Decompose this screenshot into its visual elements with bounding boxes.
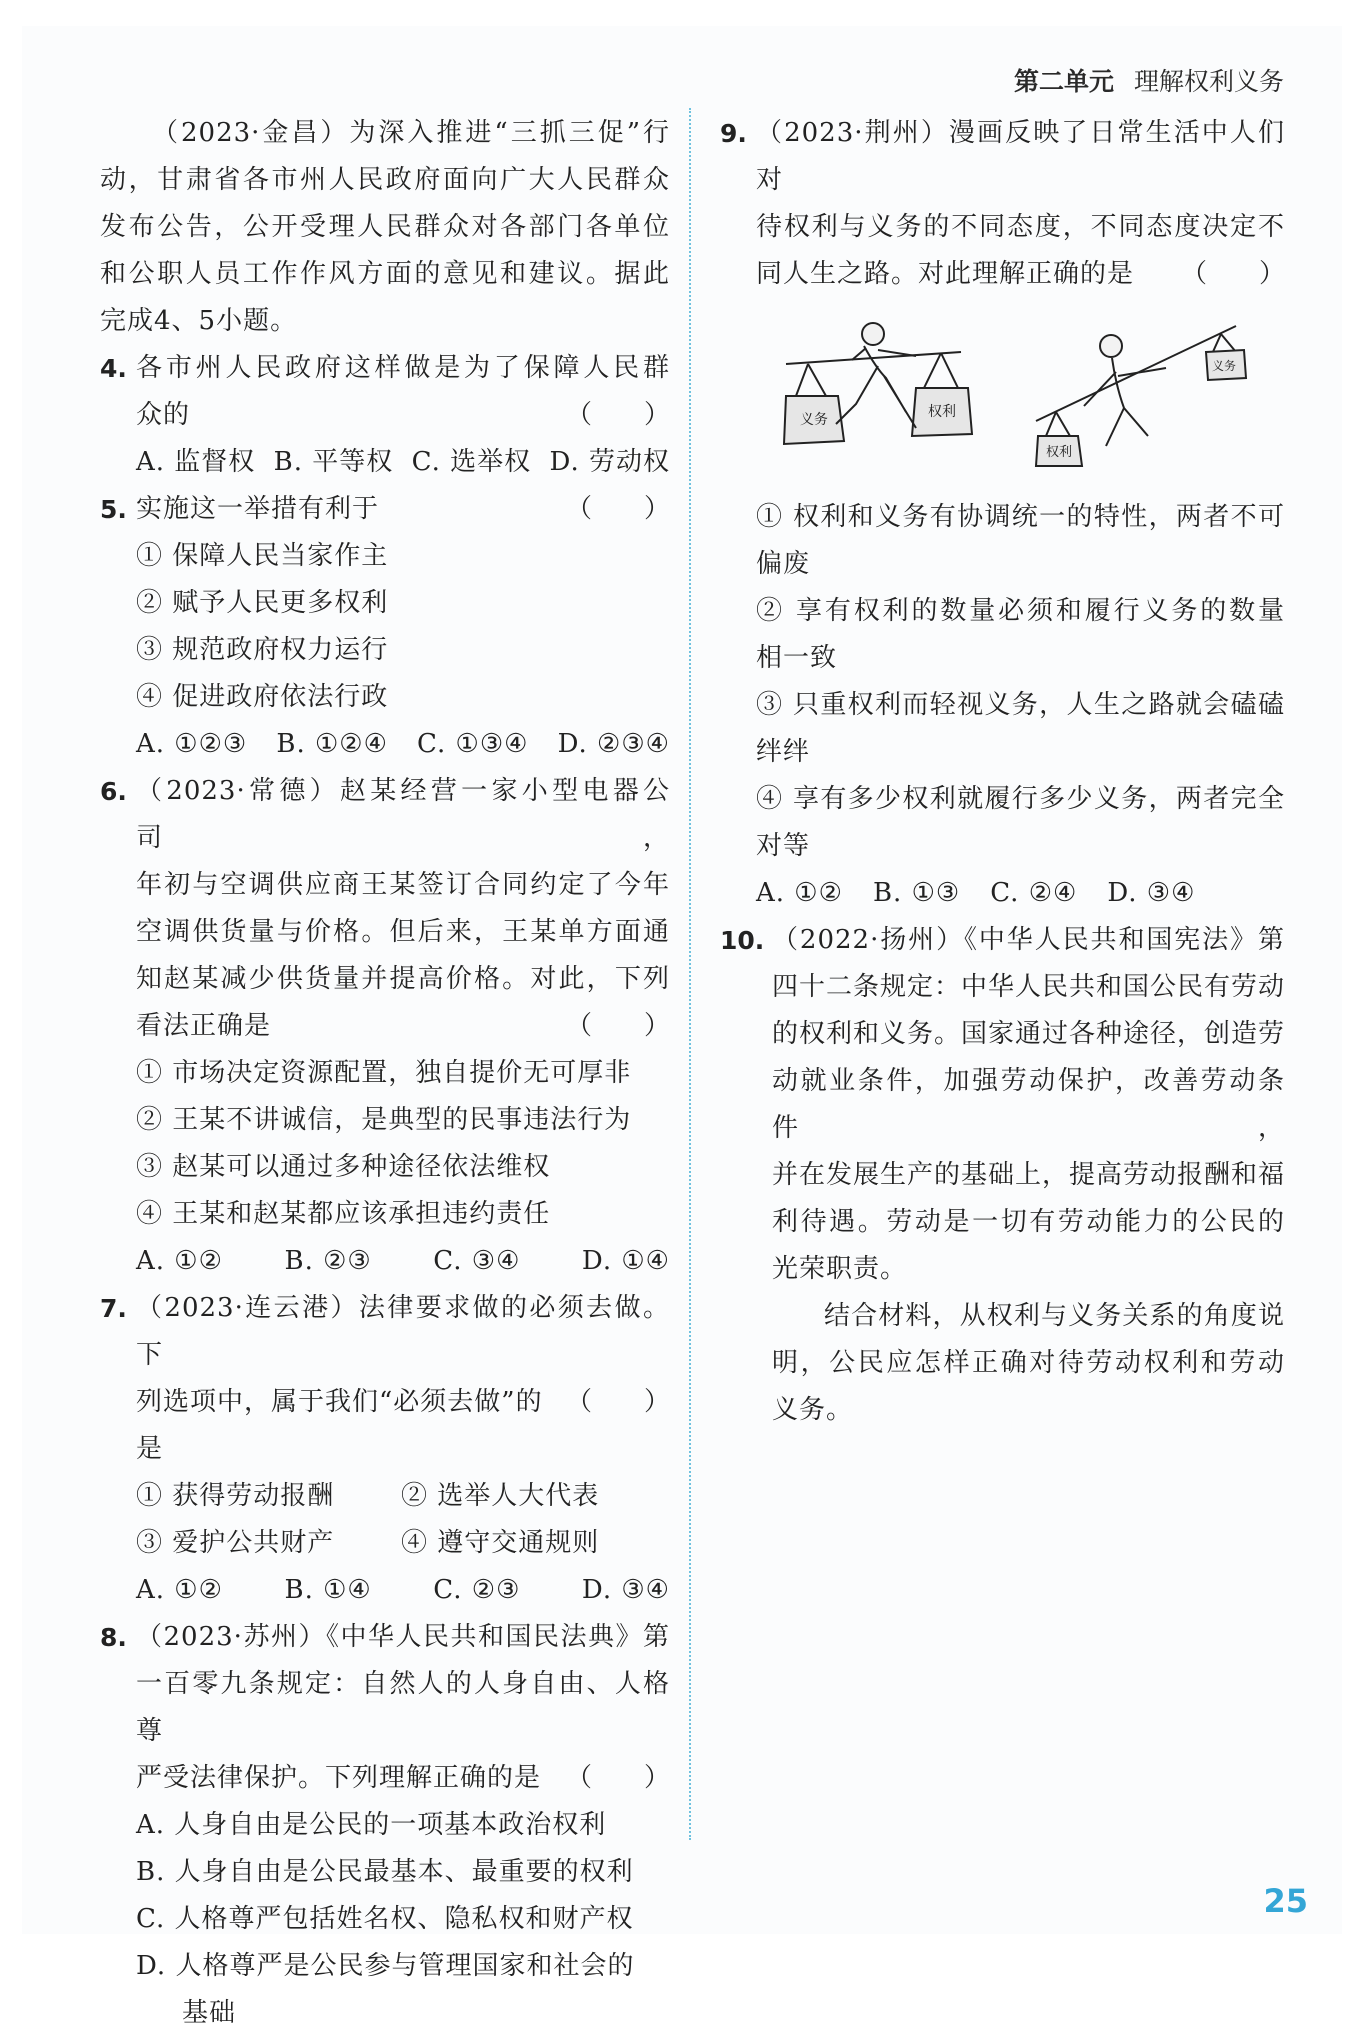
task-line: 结合材料，从权利与义务关系的角度说 bbox=[824, 1301, 1285, 1331]
question-stem: 实施这一举措有利于 bbox=[136, 494, 380, 524]
options-row bbox=[136, 721, 670, 768]
question-8 bbox=[100, 1614, 670, 2037]
cartoon-label: 权利 bbox=[928, 404, 956, 420]
option-a: A. ①② bbox=[756, 878, 843, 908]
answer-bracket: （ ） bbox=[565, 1387, 670, 1417]
question-stem: 年初与空调供应商王某签订合同约定了今年 bbox=[136, 870, 670, 900]
options-row bbox=[136, 1238, 670, 1285]
cartoon-label: 权利 bbox=[1046, 445, 1073, 460]
option-b: B. ①④ bbox=[284, 1575, 372, 1605]
intro-line: （2023·金昌）为深入推进“三抓三促”行 bbox=[152, 118, 670, 148]
option-a: A. 监督权 bbox=[136, 447, 256, 477]
material-line: 光荣职责。 bbox=[772, 1254, 908, 1284]
material-line: 四十二条规定：中华人民共和国公民有劳动 bbox=[772, 972, 1286, 1002]
question-10 bbox=[720, 917, 1285, 1434]
statement-item: ① 保障人民当家作主 bbox=[136, 541, 389, 571]
material-line: 利待遇。劳动是一切有劳动能力的公民的 bbox=[772, 1207, 1285, 1237]
question-stem: 空调供货量与价格。但后来，王某单方面通 bbox=[136, 917, 670, 947]
rights-duties-cartoon bbox=[766, 316, 1286, 466]
option-d-continued: 基础 bbox=[182, 1998, 237, 2028]
material-line: （2022·扬州）《中华人民共和国宪法》第 bbox=[772, 925, 1285, 955]
question-stem: 看法正确是 bbox=[136, 1011, 272, 1041]
option-b: B. ①②④ bbox=[276, 729, 388, 759]
question-number: 6. bbox=[100, 777, 127, 806]
cartoon-label: 义务 bbox=[1212, 359, 1237, 373]
question-number: 9. bbox=[720, 119, 747, 148]
statement-item: ③ 赵某可以通过多种途径依法维权 bbox=[136, 1152, 551, 1182]
option-a: A. ①② bbox=[136, 1246, 223, 1276]
statement-item: ① 权利和义务有协调统一的特性，两者不可 偏废 bbox=[756, 502, 1285, 579]
question-stem: 知赵某减少供货量并提高价格。对此，下列 bbox=[136, 964, 670, 994]
question-number: 4. bbox=[100, 354, 127, 383]
question-6 bbox=[100, 768, 670, 1285]
answer-bracket: （ ） bbox=[565, 400, 670, 430]
right-column bbox=[720, 110, 1285, 1434]
statement-item: ① 市场决定资源配置，独自提价无可厚非 bbox=[136, 1058, 632, 1088]
question-number: 5. bbox=[100, 495, 127, 524]
question-stem: （2023·常德）赵某经营一家小型电器公司， bbox=[136, 776, 670, 853]
material-line: 动就业条件，加强劳动保护，改善劳动条件， bbox=[772, 1066, 1285, 1143]
unit-label: 第二单元 bbox=[1013, 67, 1114, 96]
column-divider bbox=[689, 108, 691, 1840]
question-stem: 一百零九条规定：自然人的人身自由、人格尊 bbox=[136, 1669, 670, 1746]
intro-line: 动，甘肃省各市州人民政府面向广大人民群众 bbox=[100, 165, 670, 195]
option-d: D. ②③④ bbox=[557, 729, 670, 759]
cartoon-label: 义务 bbox=[800, 412, 828, 428]
options-row bbox=[136, 439, 670, 486]
statement-item: ④ 遵守交通规则 bbox=[401, 1528, 600, 1558]
option-b: B. 人身自由是公民最基本、最重要的权利 bbox=[136, 1857, 634, 1887]
statement-item: ③ 只重权利而轻视义务，人生之路就会磕磕 绊绊 bbox=[756, 690, 1285, 767]
question-number: 7. bbox=[100, 1294, 127, 1323]
option-a: A. ①② bbox=[136, 1575, 223, 1605]
option-c: C. ②③ bbox=[433, 1575, 521, 1605]
question-stem: （2023·苏州）《中华人民共和国民法典》第 bbox=[136, 1622, 670, 1652]
task-line: 明，公民应怎样正确对待劳动权利和劳动 bbox=[772, 1348, 1285, 1378]
answer-bracket: （ ） bbox=[565, 1763, 670, 1793]
running-header bbox=[1014, 62, 1284, 98]
unit-title: 理解权利义务 bbox=[1133, 67, 1284, 96]
question-5 bbox=[100, 486, 670, 768]
option-d: D. 劳动权 bbox=[549, 447, 670, 477]
material-line: 并在发展生产的基础上，提高劳动报酬和福 bbox=[772, 1160, 1286, 1190]
question-stem: 同人生之路。对此理解正确的是 bbox=[756, 259, 1135, 289]
question-stem: 列选项中，属于我们“必须去做”的是 bbox=[136, 1387, 543, 1464]
statement-item: ① 获得劳动报酬 bbox=[136, 1481, 335, 1511]
question-stem: 各市州人民政府这样做是为了保障人民群 bbox=[136, 353, 670, 383]
intro-line: 完成4、5小题。 bbox=[100, 306, 298, 336]
answer-bracket: （ ） bbox=[1180, 259, 1285, 289]
options-row bbox=[756, 870, 1285, 917]
statement-item: ③ 爱护公共财产 bbox=[136, 1528, 335, 1558]
option-d: D. ③④ bbox=[581, 1575, 670, 1605]
option-b: B. 平等权 bbox=[273, 447, 394, 477]
option-c: C. 选举权 bbox=[411, 447, 532, 477]
answer-bracket: （ ） bbox=[565, 1011, 670, 1041]
task-line: 义务。 bbox=[772, 1395, 854, 1425]
question-7 bbox=[100, 1285, 670, 1614]
option-b: B. ①③ bbox=[872, 878, 961, 908]
statement-item: ② 赋予人民更多权利 bbox=[136, 588, 389, 618]
question-4 bbox=[100, 345, 670, 486]
option-c: C. ②④ bbox=[990, 878, 1078, 908]
option-d: D. ③④ bbox=[1107, 878, 1196, 908]
option-c: C. ①③④ bbox=[417, 729, 529, 759]
option-c: C. 人格尊严包括姓名权、隐私权和财产权 bbox=[136, 1904, 634, 1934]
left-column bbox=[100, 110, 670, 2037]
question-number: 8. bbox=[100, 1623, 127, 1652]
option-a: A. ①②③ bbox=[136, 729, 248, 759]
material-line: 的权利和义务。国家通过各种途径，创造劳 bbox=[772, 1019, 1286, 1049]
question-9 bbox=[720, 110, 1285, 917]
intro-line: 发布公告，公开受理人民群众对各部门各单位 bbox=[100, 212, 670, 242]
answer-bracket: （ ） bbox=[565, 494, 670, 524]
statement-item: ④ 促进政府依法行政 bbox=[136, 682, 389, 712]
statement-item: ④ 王某和赵某都应该承担违约责任 bbox=[136, 1199, 551, 1229]
question-stem: 众的 bbox=[136, 400, 191, 430]
statement-item: ② 王某不讲诚信，是典型的民事违法行为 bbox=[136, 1105, 632, 1135]
question-number: 10. bbox=[720, 926, 765, 955]
option-c: C. ③④ bbox=[433, 1246, 521, 1276]
statement-item: ③ 规范政府权力运行 bbox=[136, 635, 389, 665]
question-stem: （2023·连云港）法律要求做的必须去做。下 bbox=[136, 1293, 670, 1370]
question-stem: 严受法律保护。下列理解正确的是 bbox=[136, 1763, 542, 1793]
option-d: D. ①④ bbox=[581, 1246, 670, 1276]
question-stem: 待权利与义务的不同态度，不同态度决定不 bbox=[756, 212, 1285, 242]
option-b: B. ②③ bbox=[284, 1246, 372, 1276]
intro-material bbox=[100, 110, 670, 345]
question-stem: （2023·荆州）漫画反映了日常生活中人们对 bbox=[756, 118, 1285, 195]
statement-item: ② 享有权利的数量必须和履行义务的数量 相一致 bbox=[756, 596, 1285, 673]
page-number: 25 bbox=[1263, 1882, 1308, 1920]
option-a: A. 人身自由是公民的一项基本政治权利 bbox=[136, 1810, 607, 1840]
option-d: D. 人格尊严是公民参与管理国家和社会的 bbox=[136, 1951, 635, 1981]
options-row bbox=[136, 1567, 670, 1614]
intro-line: 和公职人员工作作风方面的意见和建议。据此 bbox=[100, 259, 670, 289]
statement-item: ② 选举人大代表 bbox=[401, 1481, 600, 1511]
statement-item: ④ 享有多少权利就履行多少义务，两者完全 对等 bbox=[756, 784, 1285, 861]
